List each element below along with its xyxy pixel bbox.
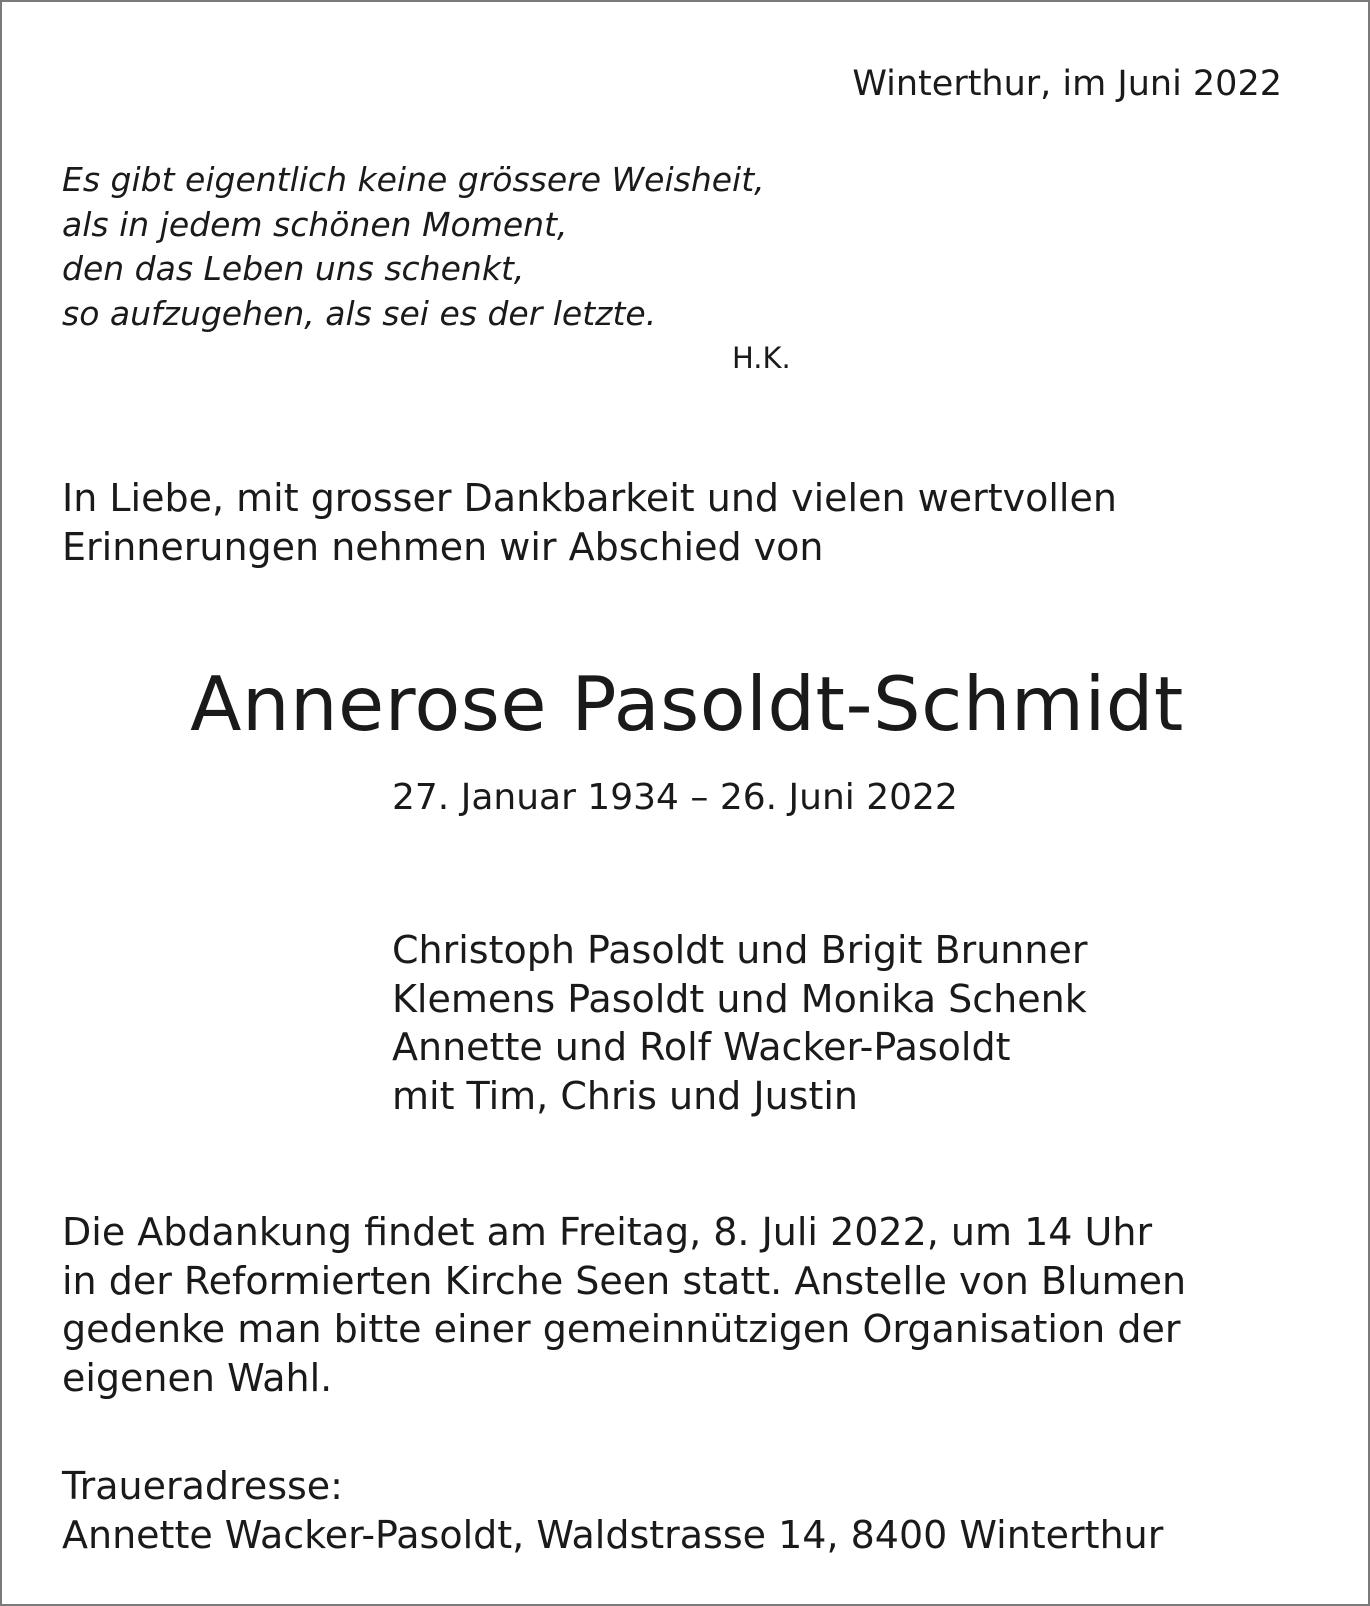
family-line: Klemens Pasoldt und Monika Schenk — [392, 976, 1087, 1021]
family-line: Annette und Rolf Wacker-Pasoldt — [392, 1025, 1011, 1069]
mourning-address — [62, 1462, 1163, 1559]
quote-author: H.K. — [732, 341, 791, 375]
address-value: Annette Wacker-Pasoldt, Waldstrasse 14, 8400 Winterthur — [62, 1512, 1164, 1557]
ceremony-line: gedenke man bitte einer gemeinnützigen Organisation der — [62, 1307, 1181, 1351]
deceased-name: Annerose Pasoldt-Schmidt — [190, 660, 1184, 748]
place-date: Winterthur, im Juni 2022 — [852, 64, 1282, 104]
quote-block — [62, 158, 765, 336]
ceremony-line: eigenen Wahl. — [62, 1355, 333, 1400]
family-line: mit Tim, Chris und Justin — [392, 1073, 859, 1118]
quote-line: den das Leben uns schenkt, — [62, 249, 525, 288]
life-dates: 27. Januar 1934 – 26. Juni 2022 — [392, 777, 958, 818]
intro-text — [62, 474, 1117, 571]
quote-line: als in jedem schönen Moment, — [62, 204, 568, 244]
intro-line: In Liebe, mit grosser Dankbarkeit und vielen wertvollen — [62, 476, 1117, 520]
intro-line: Erinnerungen nehmen wir Abschied von — [62, 524, 824, 569]
quote-line: Es gibt eigentlich keine grössere Weisheit, — [62, 160, 765, 199]
ceremony-line: Die Abdankung findet am Freitag, 8. Juli 2022, um 14 Uhr — [62, 1210, 1153, 1254]
ceremony-line: in der Reformierten Kirche Seen statt. Anstelle von Blumen — [62, 1258, 1187, 1303]
quote-line: so aufzugehen, als sei es der letzte. — [62, 293, 657, 333]
ceremony-info — [62, 1208, 1186, 1402]
address-label: Traueradresse: — [62, 1464, 343, 1508]
family-list — [392, 926, 1087, 1120]
family-line: Christoph Pasoldt und Brigit Brunner — [392, 928, 1088, 972]
